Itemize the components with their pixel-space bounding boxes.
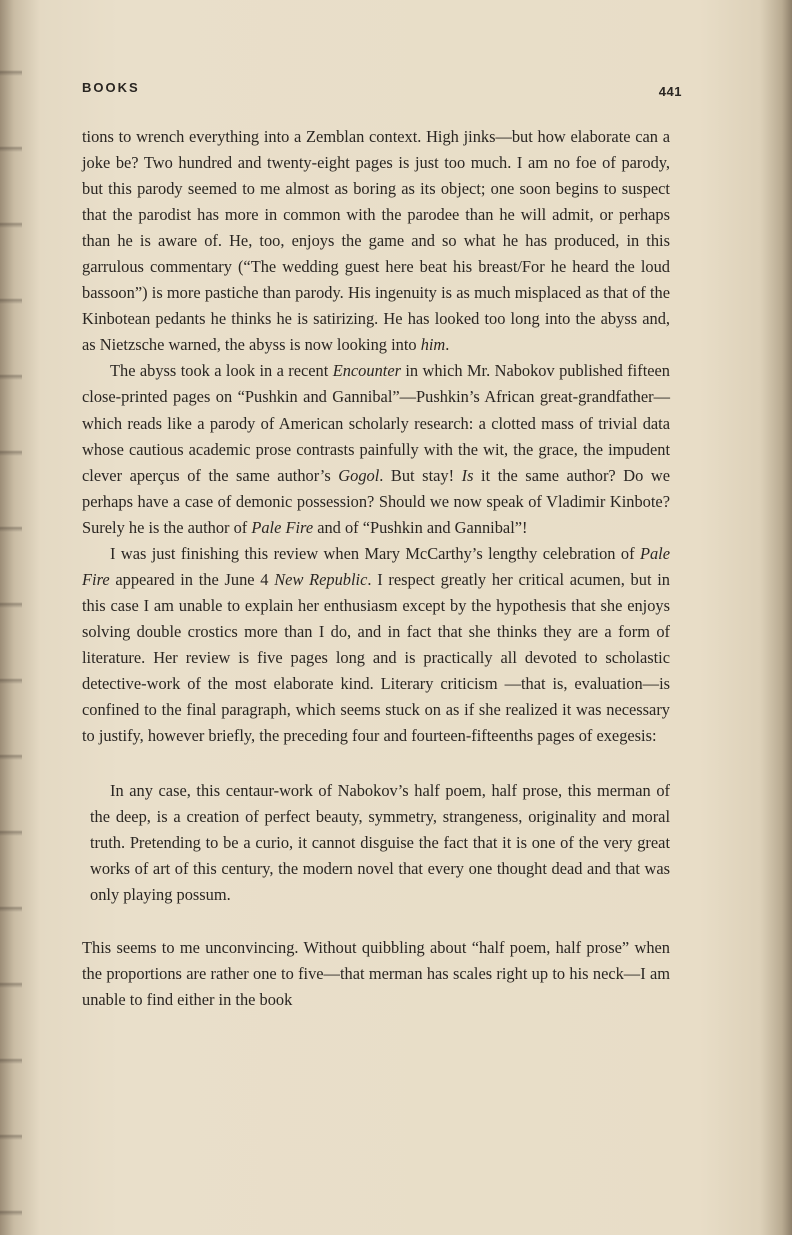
- section-title: BOOKS: [82, 80, 140, 95]
- text-run: I was just finishing this review when Mary McCarthy’s lengthy celebration of: [110, 543, 640, 563]
- running-head: [82, 78, 682, 104]
- text-run: . But stay!: [379, 465, 462, 485]
- italic-run: Is: [461, 465, 474, 485]
- block-quote: [82, 778, 670, 908]
- body-text: [82, 124, 670, 1014]
- italic-run: Gogol: [338, 465, 380, 485]
- text-run: .: [445, 335, 450, 355]
- binding-margin: [0, 0, 22, 1235]
- paragraph: [82, 541, 670, 749]
- text-run: appeared in the June 4: [109, 569, 275, 589]
- text-run: This seems to me unconvincing. Without quibbling about “half poem, half prose” when the proportions are rather one to five—that merman has scales right up to his neck—I am unable to find either in the book: [82, 938, 670, 1010]
- text-run: in which Mr. Nabokov published fifteen close-printed pages on “Pushkin and Gannibal”—Pushkin’s African great-grandfather—which reads like a parody of American scholarly research: a clotted mass of trivial data whose cautious academic prose contrasts painfully with the wit, the grace, the impudent clever aperçus of the same author’s: [82, 361, 670, 485]
- text-run: tions to wrench everything into a Zemblan context. High jinks—but how elaborate can a joke be? Two hundred and twenty-eight pages is just too much. I am no foe of parody, but this parody seemed to me almost as boring as its object; one soon begins to suspect that the parodist has more in common with the parodee than he will admit, or perhaps than he is aware of. He, too, enjoys the game and so what he has produced, in this garrulous commentary (“The wedding guest here beat his breast/For he heard the loud bassoon”) is more pastiche than parody. His ingenuity is as much misplaced as that of the Kinbotean pedants he thinks he is satirizing. He has looked too long into the abyss and, as Nietzsche warned, the abyss is now looking into: [82, 127, 670, 355]
- text-run: and of “Pushkin and Gannibal”!: [313, 517, 528, 537]
- text-run: . I respect greatly her critical acumen, but in this case I am unable to explain her enthusiasm except by the hypothesis that she enjoys solving double crostics more than I do, and in fact that she thinks they are a form of literature. Her review is five pages long and is practically all devoted to scholastic detective-work of the most elaborate kind. Literary criticism —that is, evaluation—is confined to the final paragraph, which seems stuck on as if she realized it was necessary to justify, however briefly, the preceding four and fourteen-fifteenths pages of exegesis:: [82, 569, 670, 746]
- italic-run: New Republic: [274, 569, 368, 589]
- text-run: it the same author? Do we perhaps have a case of demonic possession? Should we now speak of Vladimir Kinbote? Surely he is the author of: [82, 465, 670, 537]
- paragraph: [82, 358, 670, 540]
- paragraph: [82, 124, 670, 358]
- paragraph: [82, 935, 670, 1013]
- italic-run: Encounter: [332, 361, 401, 381]
- italic-run: Pale Fire: [251, 517, 314, 537]
- italic-run: Pale Fire: [82, 543, 670, 589]
- italic-run: him: [420, 335, 446, 355]
- text-run: In any case, this centaur-work of Nabokov’s half poem, half prose, this merman of the deep, is a creation of perfect beauty, symmetry, strangeness, originality and moral truth. Pretending to be a curio, it cannot disguise the fact that it is one of the very great works of art of this century, the modern novel that every one thought dead and that was only playing possum.: [90, 781, 670, 905]
- text-run: The abyss took a look in a recent: [110, 361, 333, 381]
- page-number: 441: [658, 84, 682, 99]
